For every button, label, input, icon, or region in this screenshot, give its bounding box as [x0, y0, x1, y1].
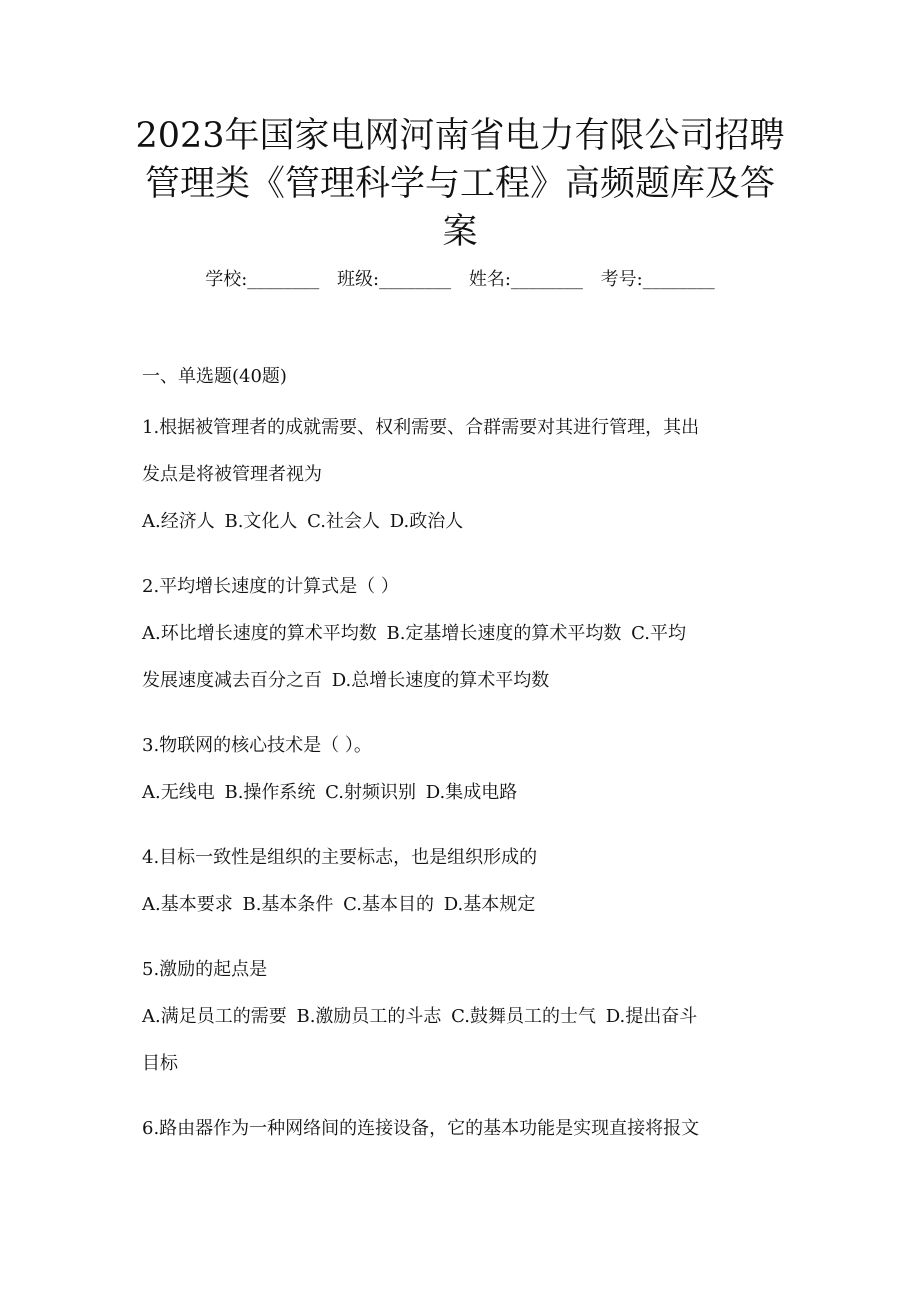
- exam-number-field[interactable]: 考号:________: [600, 269, 715, 290]
- title-line: 案: [442, 212, 478, 252]
- option-d: D.提出奋斗: [605, 1006, 698, 1027]
- question-6: [142, 1105, 792, 1152]
- option-c: C.鼓舞员工的士气: [451, 1006, 597, 1027]
- document-title: [100, 112, 820, 256]
- option-d-continued: 目标: [142, 1053, 178, 1074]
- options-line: [142, 610, 792, 657]
- option-b: B.操作系统: [224, 782, 316, 803]
- question-stem: 2.平均增长速度的计算式是（ ）: [142, 576, 399, 597]
- option-c-continued: 发展速度减去百分之百: [142, 670, 322, 691]
- options-line: [142, 769, 792, 816]
- option-d: D.基本规定: [443, 894, 536, 915]
- options-line: [142, 498, 792, 545]
- question-stem: 4.目标一致性是组织的主要标志，也是组织形成的: [142, 847, 538, 868]
- option-a: A.无线电: [142, 782, 215, 803]
- question-1: [142, 404, 792, 545]
- option-a: A.环比增长速度的算术平均数: [142, 623, 377, 644]
- title-line: 2023年国家电网河南省电力有限公司招聘: [135, 116, 785, 156]
- option-c: C.基本目的: [343, 894, 435, 915]
- options-line: [142, 993, 792, 1040]
- question-2: [142, 563, 792, 704]
- option-c: C.社会人: [307, 511, 381, 532]
- question-5: [142, 946, 792, 1087]
- question-4: [142, 834, 792, 928]
- question-stem: 6.路由器作为一种网络间的连接设备，它的基本功能是实现直接将报文: [142, 1118, 700, 1139]
- name-field[interactable]: 姓名:________: [468, 269, 583, 290]
- title-line: 管理类《管理科学与工程》高频题库及答: [144, 164, 775, 204]
- option-a: A.基本要求: [142, 894, 233, 915]
- question-stem: 5.激励的起点是: [142, 959, 268, 980]
- question-3: [142, 722, 792, 816]
- class-field[interactable]: 班级:________: [337, 269, 452, 290]
- question-stem: 发点是将被管理者视为: [142, 464, 322, 485]
- options-line: [142, 881, 792, 928]
- options-line: [142, 1040, 792, 1087]
- option-b: B.激励员工的斗志: [296, 1006, 442, 1027]
- option-b: B.文化人: [224, 511, 298, 532]
- option-d: D.集成电路: [425, 782, 518, 803]
- option-a: A.经济人: [142, 511, 215, 532]
- option-a: A.满足员工的需要: [142, 1006, 287, 1027]
- option-d: D.政治人: [389, 511, 464, 532]
- question-list: [142, 362, 792, 1170]
- section-heading: 一、单选题(40题): [142, 366, 287, 387]
- question-stem: 3.物联网的核心技术是（ ）。: [142, 735, 372, 756]
- option-d: D.总增长速度的算术平均数: [331, 670, 550, 691]
- option-c: C.射频识别: [325, 782, 417, 803]
- school-field[interactable]: 学校:________: [205, 269, 320, 290]
- option-b: B.定基增长速度的算术平均数: [386, 623, 622, 644]
- option-b: B.基本条件: [242, 894, 334, 915]
- options-line: [142, 657, 792, 704]
- student-info-fields: [0, 266, 920, 294]
- question-stem: 1.根据被管理者的成就需要、权利需要、合群需要对其进行管理，其出: [142, 417, 700, 438]
- option-c: C.平均: [631, 623, 687, 644]
